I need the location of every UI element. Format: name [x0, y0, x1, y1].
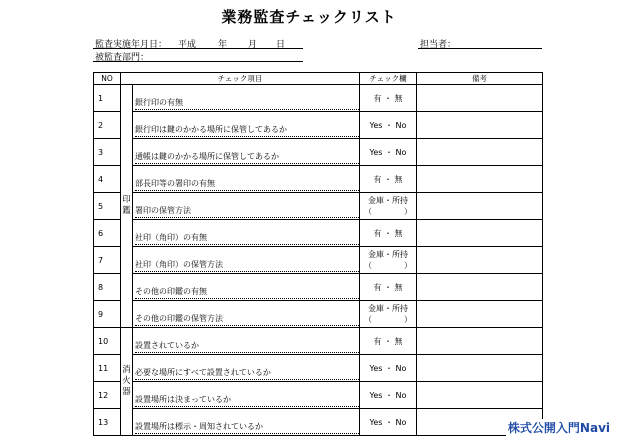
- year-label: 年: [218, 40, 228, 50]
- check-answer[interactable]: 金庫・所持 （ ）: [360, 301, 417, 328]
- person-in-charge-label: 担当者：: [420, 40, 457, 50]
- check-answer[interactable]: Yes ・ No: [360, 112, 417, 139]
- table-row: [94, 301, 543, 328]
- check-item-text: 設置場所は標示・周知されているか: [135, 421, 359, 434]
- table-row: [94, 382, 543, 409]
- row-number: 9: [94, 301, 121, 328]
- check-item-cell: [133, 85, 360, 112]
- check-answer[interactable]: 金庫・所持 （ ）: [360, 193, 417, 220]
- header-check-column: チェック欄: [360, 73, 417, 85]
- check-item-text: 銀行印は鍵のかかる場所に保管してあるか: [135, 124, 359, 137]
- check-item-cell: [133, 112, 360, 139]
- check-item-cell: [133, 301, 360, 328]
- check-item-text: 必要な場所にすべて設置されているか: [135, 367, 359, 380]
- notes-cell[interactable]: [417, 112, 543, 139]
- check-item-text: 通帳は鍵のかかる場所に保管してあるか: [135, 151, 359, 164]
- row-number: 5: [94, 193, 121, 220]
- check-item-cell: [133, 220, 360, 247]
- check-item-cell: [133, 193, 360, 220]
- check-answer[interactable]: 金庫・所持 （ ）: [360, 247, 417, 274]
- era-label: 平成: [178, 40, 197, 50]
- row-number: 13: [94, 409, 121, 436]
- table-header-row: [94, 73, 543, 85]
- check-item-text: 署印の保管方法: [135, 205, 359, 218]
- table-row: [94, 274, 543, 301]
- check-item-text: 銀行印の有無: [135, 97, 359, 110]
- header-notes: 備考: [417, 73, 543, 85]
- person-in-charge-underline: [418, 48, 542, 49]
- check-answer[interactable]: 有 ・ 無: [360, 85, 417, 112]
- check-item-cell: [133, 382, 360, 409]
- row-number: 2: [94, 112, 121, 139]
- day-label: 日: [276, 40, 286, 50]
- notes-cell[interactable]: [417, 382, 543, 409]
- table-row: [94, 193, 543, 220]
- notes-cell[interactable]: [417, 85, 543, 112]
- check-item-text: 部長印等の署印の有無: [135, 178, 359, 191]
- check-answer[interactable]: 有 ・ 無: [360, 328, 417, 355]
- header-check-item: チェック項目: [121, 73, 360, 85]
- month-label: 月: [248, 40, 258, 50]
- category-seal: 印鑑: [121, 85, 133, 328]
- check-item-cell: [133, 274, 360, 301]
- row-number: 11: [94, 355, 121, 382]
- check-item-text: 社印（角印）の保管方法: [135, 259, 359, 272]
- row-number: 1: [94, 85, 121, 112]
- notes-cell[interactable]: [417, 220, 543, 247]
- check-item-text: 設置されているか: [135, 340, 359, 353]
- table-row: [94, 112, 543, 139]
- notes-cell[interactable]: [417, 193, 543, 220]
- notes-cell[interactable]: [417, 166, 543, 193]
- row-number: 12: [94, 382, 121, 409]
- check-item-cell: [133, 328, 360, 355]
- check-item-cell: [133, 139, 360, 166]
- checklist-table: [93, 72, 543, 436]
- check-item-cell: [133, 166, 360, 193]
- audit-date-label: 監査実施年月日：: [95, 40, 168, 50]
- notes-cell[interactable]: [417, 247, 543, 274]
- check-answer[interactable]: Yes ・ No: [360, 355, 417, 382]
- table-row: [94, 85, 543, 112]
- header-no: NO: [94, 73, 121, 85]
- table-row: [94, 355, 543, 382]
- category-fire-extinguisher: 消火器: [121, 328, 133, 436]
- check-item-cell: [133, 247, 360, 274]
- notes-cell[interactable]: [417, 355, 543, 382]
- check-answer[interactable]: 有 ・ 無: [360, 220, 417, 247]
- brand-watermark: 株式公開入門Navi: [507, 421, 610, 435]
- check-item-text: 設置場所は決まっているか: [135, 394, 359, 407]
- check-answer[interactable]: Yes ・ No: [360, 139, 417, 166]
- notes-cell[interactable]: [417, 139, 543, 166]
- check-answer[interactable]: 有 ・ 無: [360, 274, 417, 301]
- notes-cell[interactable]: [417, 274, 543, 301]
- check-item-cell: [133, 409, 360, 436]
- notes-cell[interactable]: [417, 301, 543, 328]
- check-item-text: その他の印鑑の有無: [135, 286, 359, 299]
- table-row: [94, 220, 543, 247]
- document-title: 業務監査チェックリスト: [221, 8, 397, 26]
- audited-department-label: 被監査部門：: [95, 53, 150, 63]
- row-number: 4: [94, 166, 121, 193]
- check-item-text: 社印（角印）の有無: [135, 232, 359, 245]
- table-row: [94, 328, 543, 355]
- check-answer[interactable]: Yes ・ No: [360, 382, 417, 409]
- row-number: 7: [94, 247, 121, 274]
- notes-cell[interactable]: [417, 328, 543, 355]
- audited-department-underline: [93, 61, 303, 62]
- row-number: 6: [94, 220, 121, 247]
- table-row: [94, 166, 543, 193]
- table-row: [94, 409, 543, 436]
- check-item-text: その他の印鑑の保管方法: [135, 313, 359, 326]
- row-number: 3: [94, 139, 121, 166]
- check-item-cell: [133, 355, 360, 382]
- check-answer[interactable]: Yes ・ No: [360, 409, 417, 436]
- check-answer[interactable]: 有 ・ 無: [360, 166, 417, 193]
- table-row: [94, 247, 543, 274]
- audit-date-underline: [93, 48, 303, 49]
- table-row: [94, 139, 543, 166]
- row-number: 10: [94, 328, 121, 355]
- row-number: 8: [94, 274, 121, 301]
